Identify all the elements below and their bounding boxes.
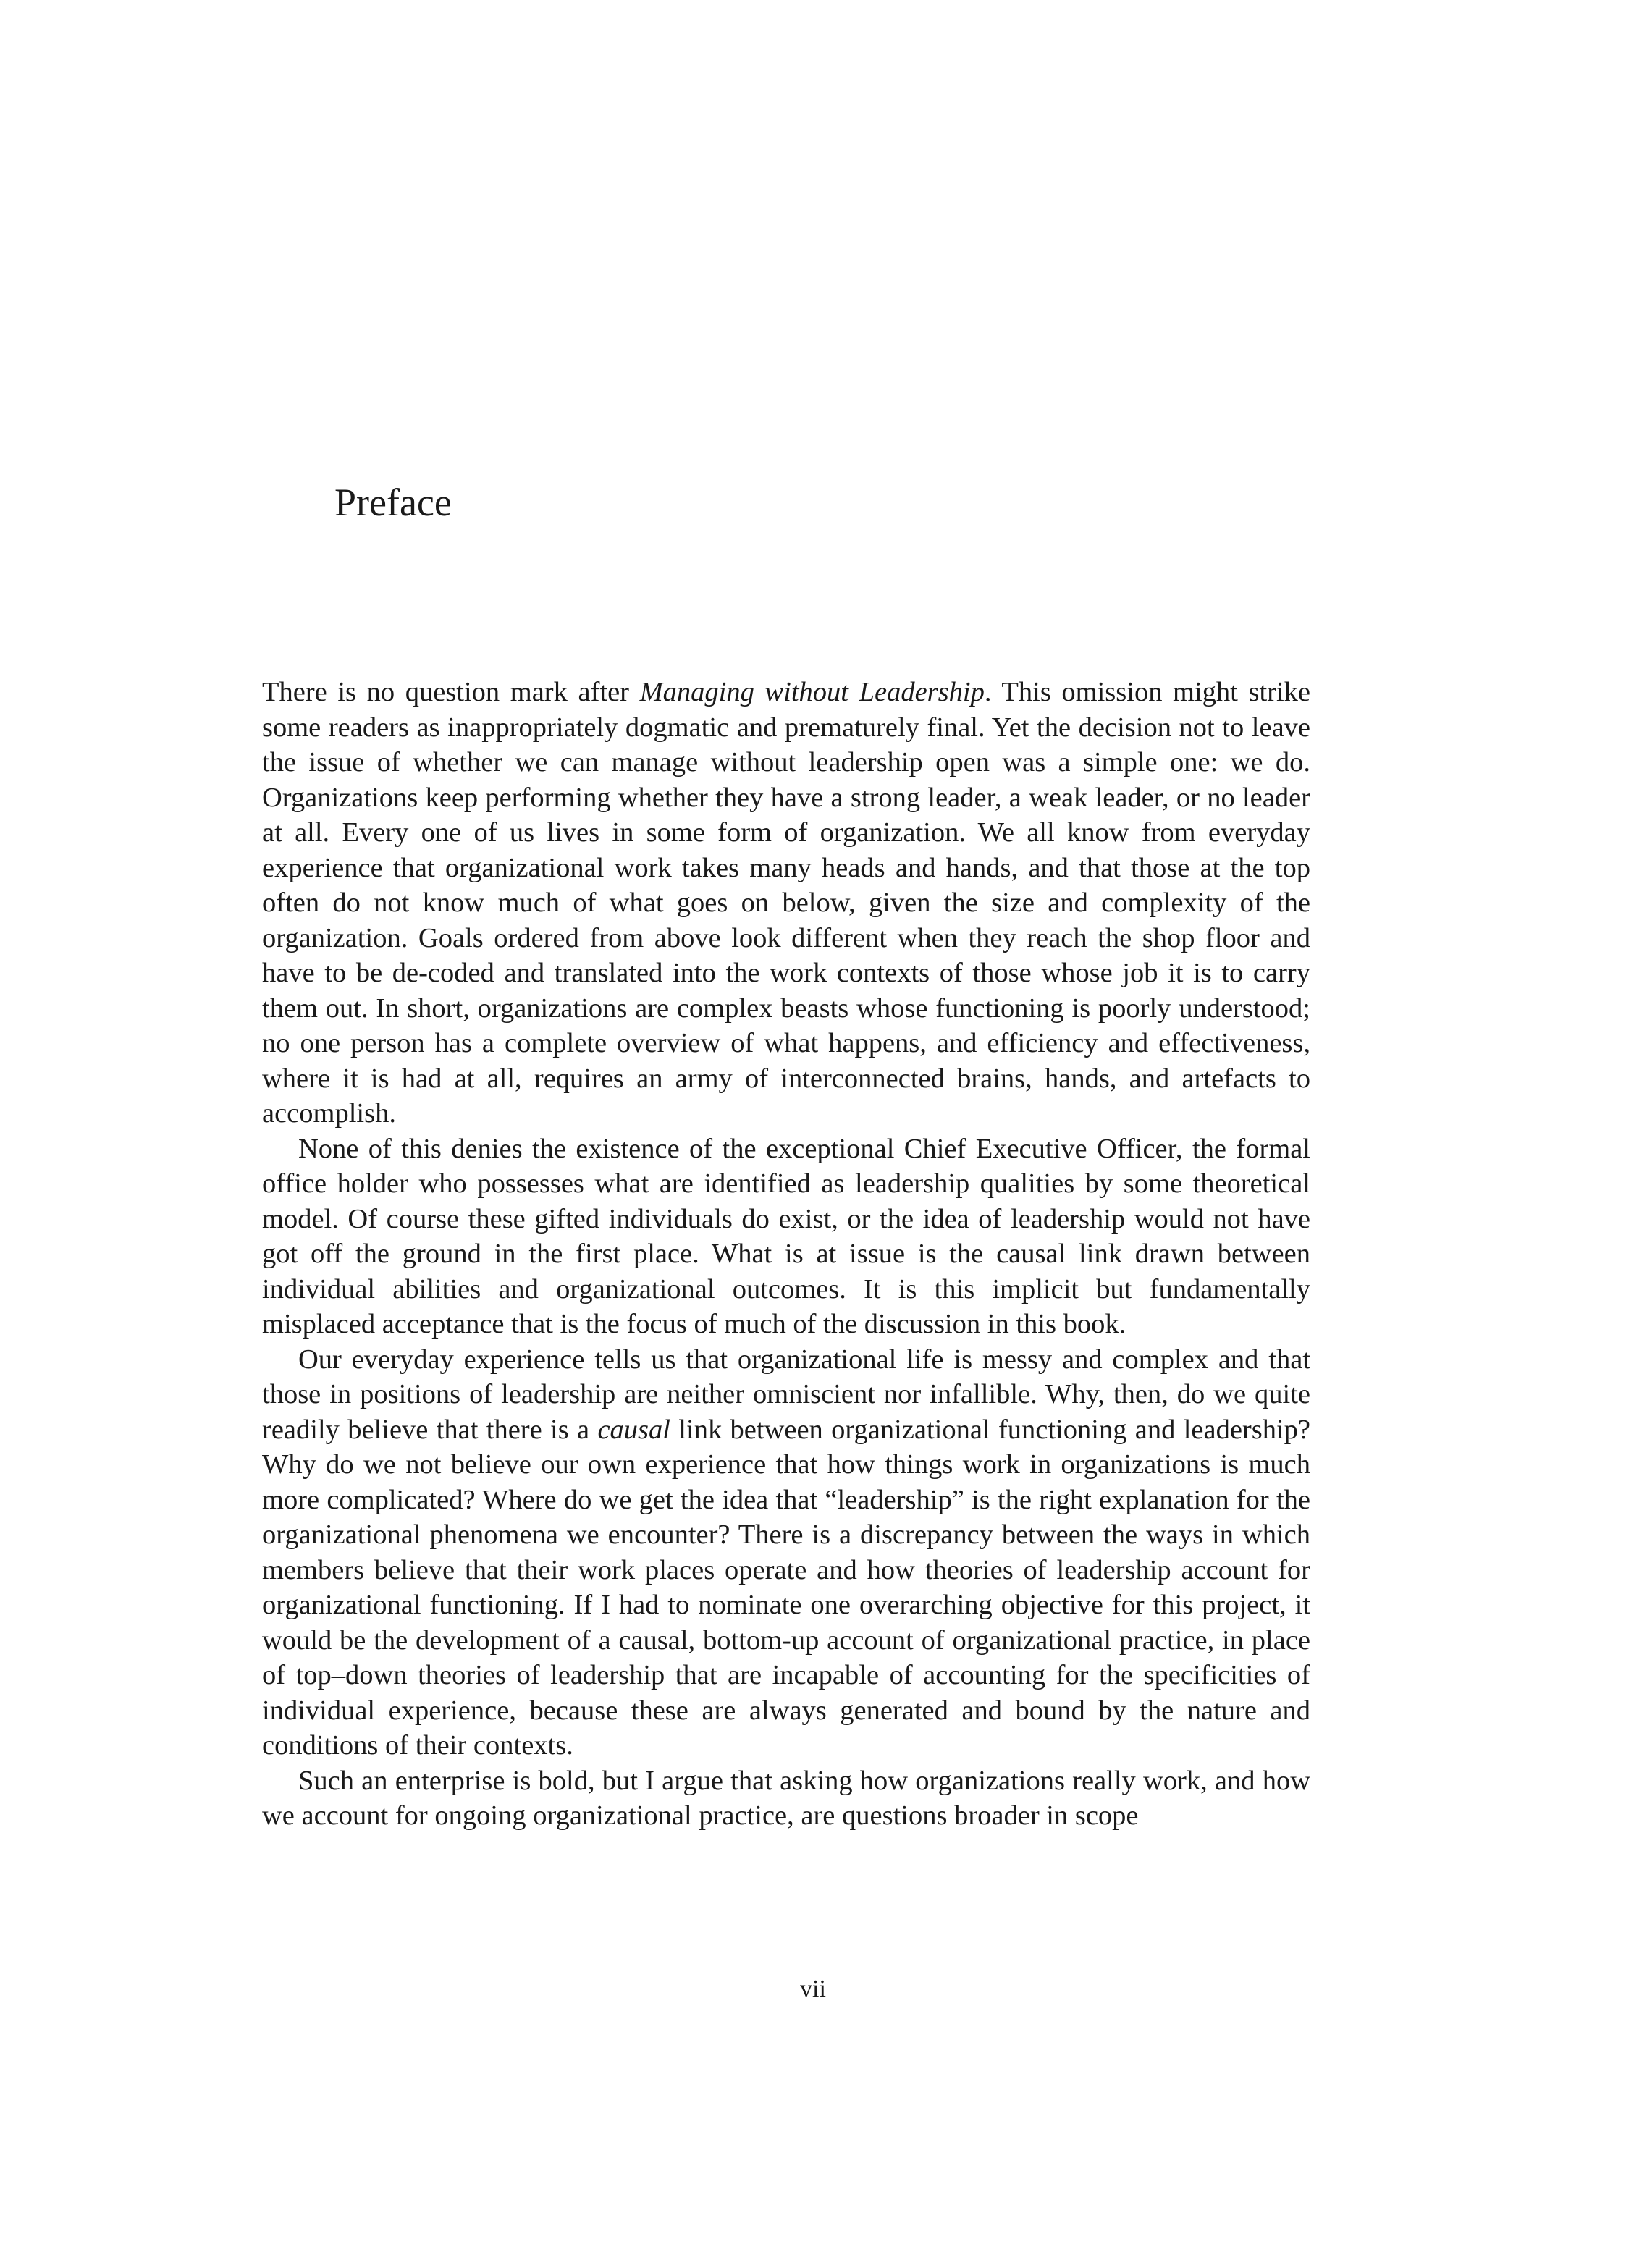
causal-emphasis: causal: [597, 1414, 670, 1445]
paragraph-1-text-a: There is no question mark after: [262, 677, 640, 707]
body-text: [262, 675, 1310, 1834]
paragraph-4: Such an enterprise is bold, but I argue that asking how organizations really work, and how we account for ongoing organizational practice, are questions broader in scope: [262, 1765, 1310, 1831]
book-title-emphasis: Managing without Leadership: [639, 677, 985, 707]
paragraph-2: None of this denies the existence of the exceptional Chief Executive Officer, the formal office holder who possesses what are identified as leadership qualities by some theoretical model. Of course these gifted individuals do exist, or the idea of leadership would not have got off the ground in the first place. What is at issue is the causal link drawn between individual abilities and organizational outcomes. It is this implicit but fundamentally misplaced acceptance that is the focus of much of the discussion in this book.: [262, 1133, 1310, 1339]
paragraph-1-text-b: . This omission might strike some readers as inappropriately dogmatic and prematurely final. Yet the decision not to leave the issue of whether we can manage without leadership open was a simple one: we do. Organizations keep performing whether they have a strong leader, a weak leader, or no leader at all. Every one of us lives in some form of organization. We all know from everyday experience that organizational work takes many heads and hands, and that those at the top often do not know much of what goes on below, given the size and complexity of the organization. Goals ordered from above look different when they reach the shop floor and have to be de-coded and translated into the work contexts of those whose job it is to carry them out. In short, organizations are complex beasts whose functioning is poorly understood; no one person has a complete overview of what happens, and efficiency and effectiveness, where it is had at all, requires an army of interconnected brains, hands, and artefacts to accomplish.: [262, 677, 1311, 1129]
paragraph-3-text-b: link between organizational functioning and leadership? Why do we not believe our own experience that how things work in organizations is much more complicated? Where do we get the idea that “leadership” is the right explanation for the organizational phenomena we encounter? There is a discrepancy between the ways in which members believe that their work places operate and how theories of leadership account for organizational functioning. If I had to nominate one overarching objective for this project, it would be the development of a causal, bottom-up account of organizational practice, in place of top–down theories of leadership that are incapable of accounting for the specificities of individual experience, because these are always generated and bound by the nature and conditions of their contexts.: [262, 1414, 1310, 1761]
paragraph-3-text-a: Our everyday experience tells us that organizational life is messy and complex and that those in positions of leadership are neither omniscient nor infallible. Why, then, do we quite readily believe that there is a: [262, 1344, 1310, 1445]
page-number: vii: [800, 1976, 826, 2002]
paragraph-3: [262, 1342, 1310, 1763]
chapter-title: Preface: [334, 481, 452, 524]
paragraph-1: [262, 675, 1310, 1131]
